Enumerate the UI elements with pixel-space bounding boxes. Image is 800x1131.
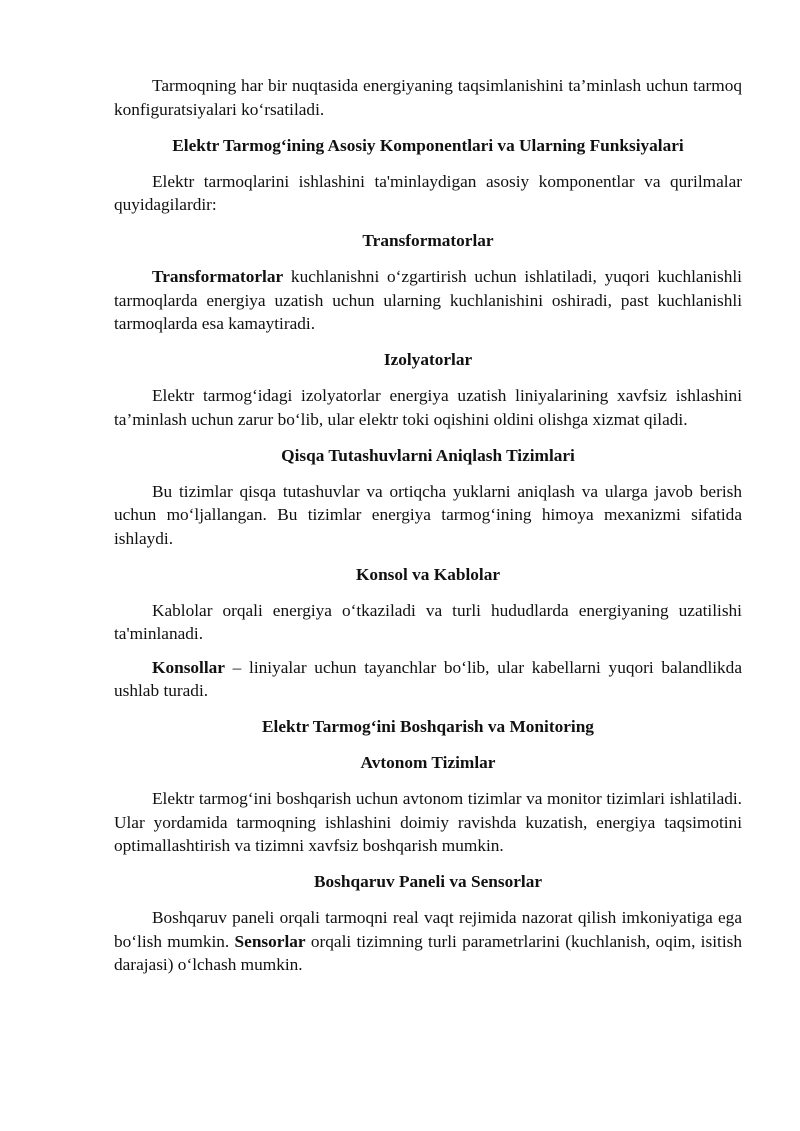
paragraph-autonomous: Elektr tarmog‘ini boshqarish uchun avtonom tizimlar va monitor tizimlari ishlatiladi. Ular yordamida tarmoqning ishlashini doimiy ravishda kuzatish, energiya taqsimotini optimallashtirish va tizimni xavfsiz boshqarish mumkin. [114,789,742,855]
paragraph-transformers [114,265,742,336]
paragraph-short-circuit: Bu tizimlar qisqa tutashuvlar va ortiqcha yuklarni aniqlash va ularga javob berish uchun mo‘ljallangan. Bu tizimlar energiya tarmog‘ining himoya mexanizmi sifatida ishlaydi. [114,481,742,548]
term-sensors: Sensorlar [234,931,306,951]
heading-autonomous: Avtonom Tizimlar [360,753,496,772]
heading-insulators: Izolyatorlar [383,350,473,369]
heading-components: Elektr Tarmog‘ining Asosiy Komponentlari va Ularning Funksiyalari [172,135,684,155]
heading-transformers: Transformatorlar [362,231,494,250]
panel-text-end: orqali tizimning turli parametrlarini (kuchlanish, oqim, isitish darajasi) o‘lchash mumkin. [114,931,742,974]
paragraph-components: Elektr tarmoqlarini ishlashini ta'minlaydigan asosiy komponentlar va qurilmalar quyidagilardir: [114,171,742,214]
paragraph-cables: Kablolar orqali energiya o‘tkaziladi va turli hududlarda energiyaning uzatilishi ta'minlanadi. [114,600,742,643]
transformers-text: kuchlanishni o‘zgartirish uchun ishlatiladi, yuqori kuchlanishli tarmoqlarda energiya uzatish uchun ularning kuchlanishini oshiradi, past kuchlanishli tarmoqlarda esa kamaytiradi. [114,267,742,333]
panel-text-start: Boshqaruv paneli orqali tarmoqni real vaqt rejimida nazorat qilish imkoniyatiga ega bo‘lish mumkin. [114,908,742,951]
paragraph-consoles [114,656,742,703]
heading-cables: Konsol va Kablolar [355,564,501,584]
paragraph-control-panel [114,906,742,977]
heading-short-circuit: Qisqa Tutashuvlarni Aniqlash Tizimlari [281,445,575,465]
paragraph-insulators: Elektr tarmog‘idagi izolyatorlar energiya uzatish liniyalarining xavfsiz ishlashini ta’minlash uchun zarur bo‘lib, ular elektr toki oqishini oldini olishga xizmat qiladi. [114,386,742,429]
heading-management: Elektr Tarmog‘ini Boshqarish va Monitoring [262,717,594,736]
term-consoles: Konsollar [152,657,225,677]
heading-control-panel: Boshqaruv Paneli va Sensorlar [313,872,543,891]
paragraph-intro: Tarmoqning har bir nuqtasida energiyaning taqsimlanishini ta’minlash uchun tarmoq konfiguratsiyalari ko‘rsatiladi. [114,76,742,119]
consoles-text: – liniyalar uchun tayanchlar bo‘lib, ular kabellarni yuqori balandlikda ushlab turadi. [114,657,742,700]
term-transformers: Transformatorlar [152,267,284,286]
